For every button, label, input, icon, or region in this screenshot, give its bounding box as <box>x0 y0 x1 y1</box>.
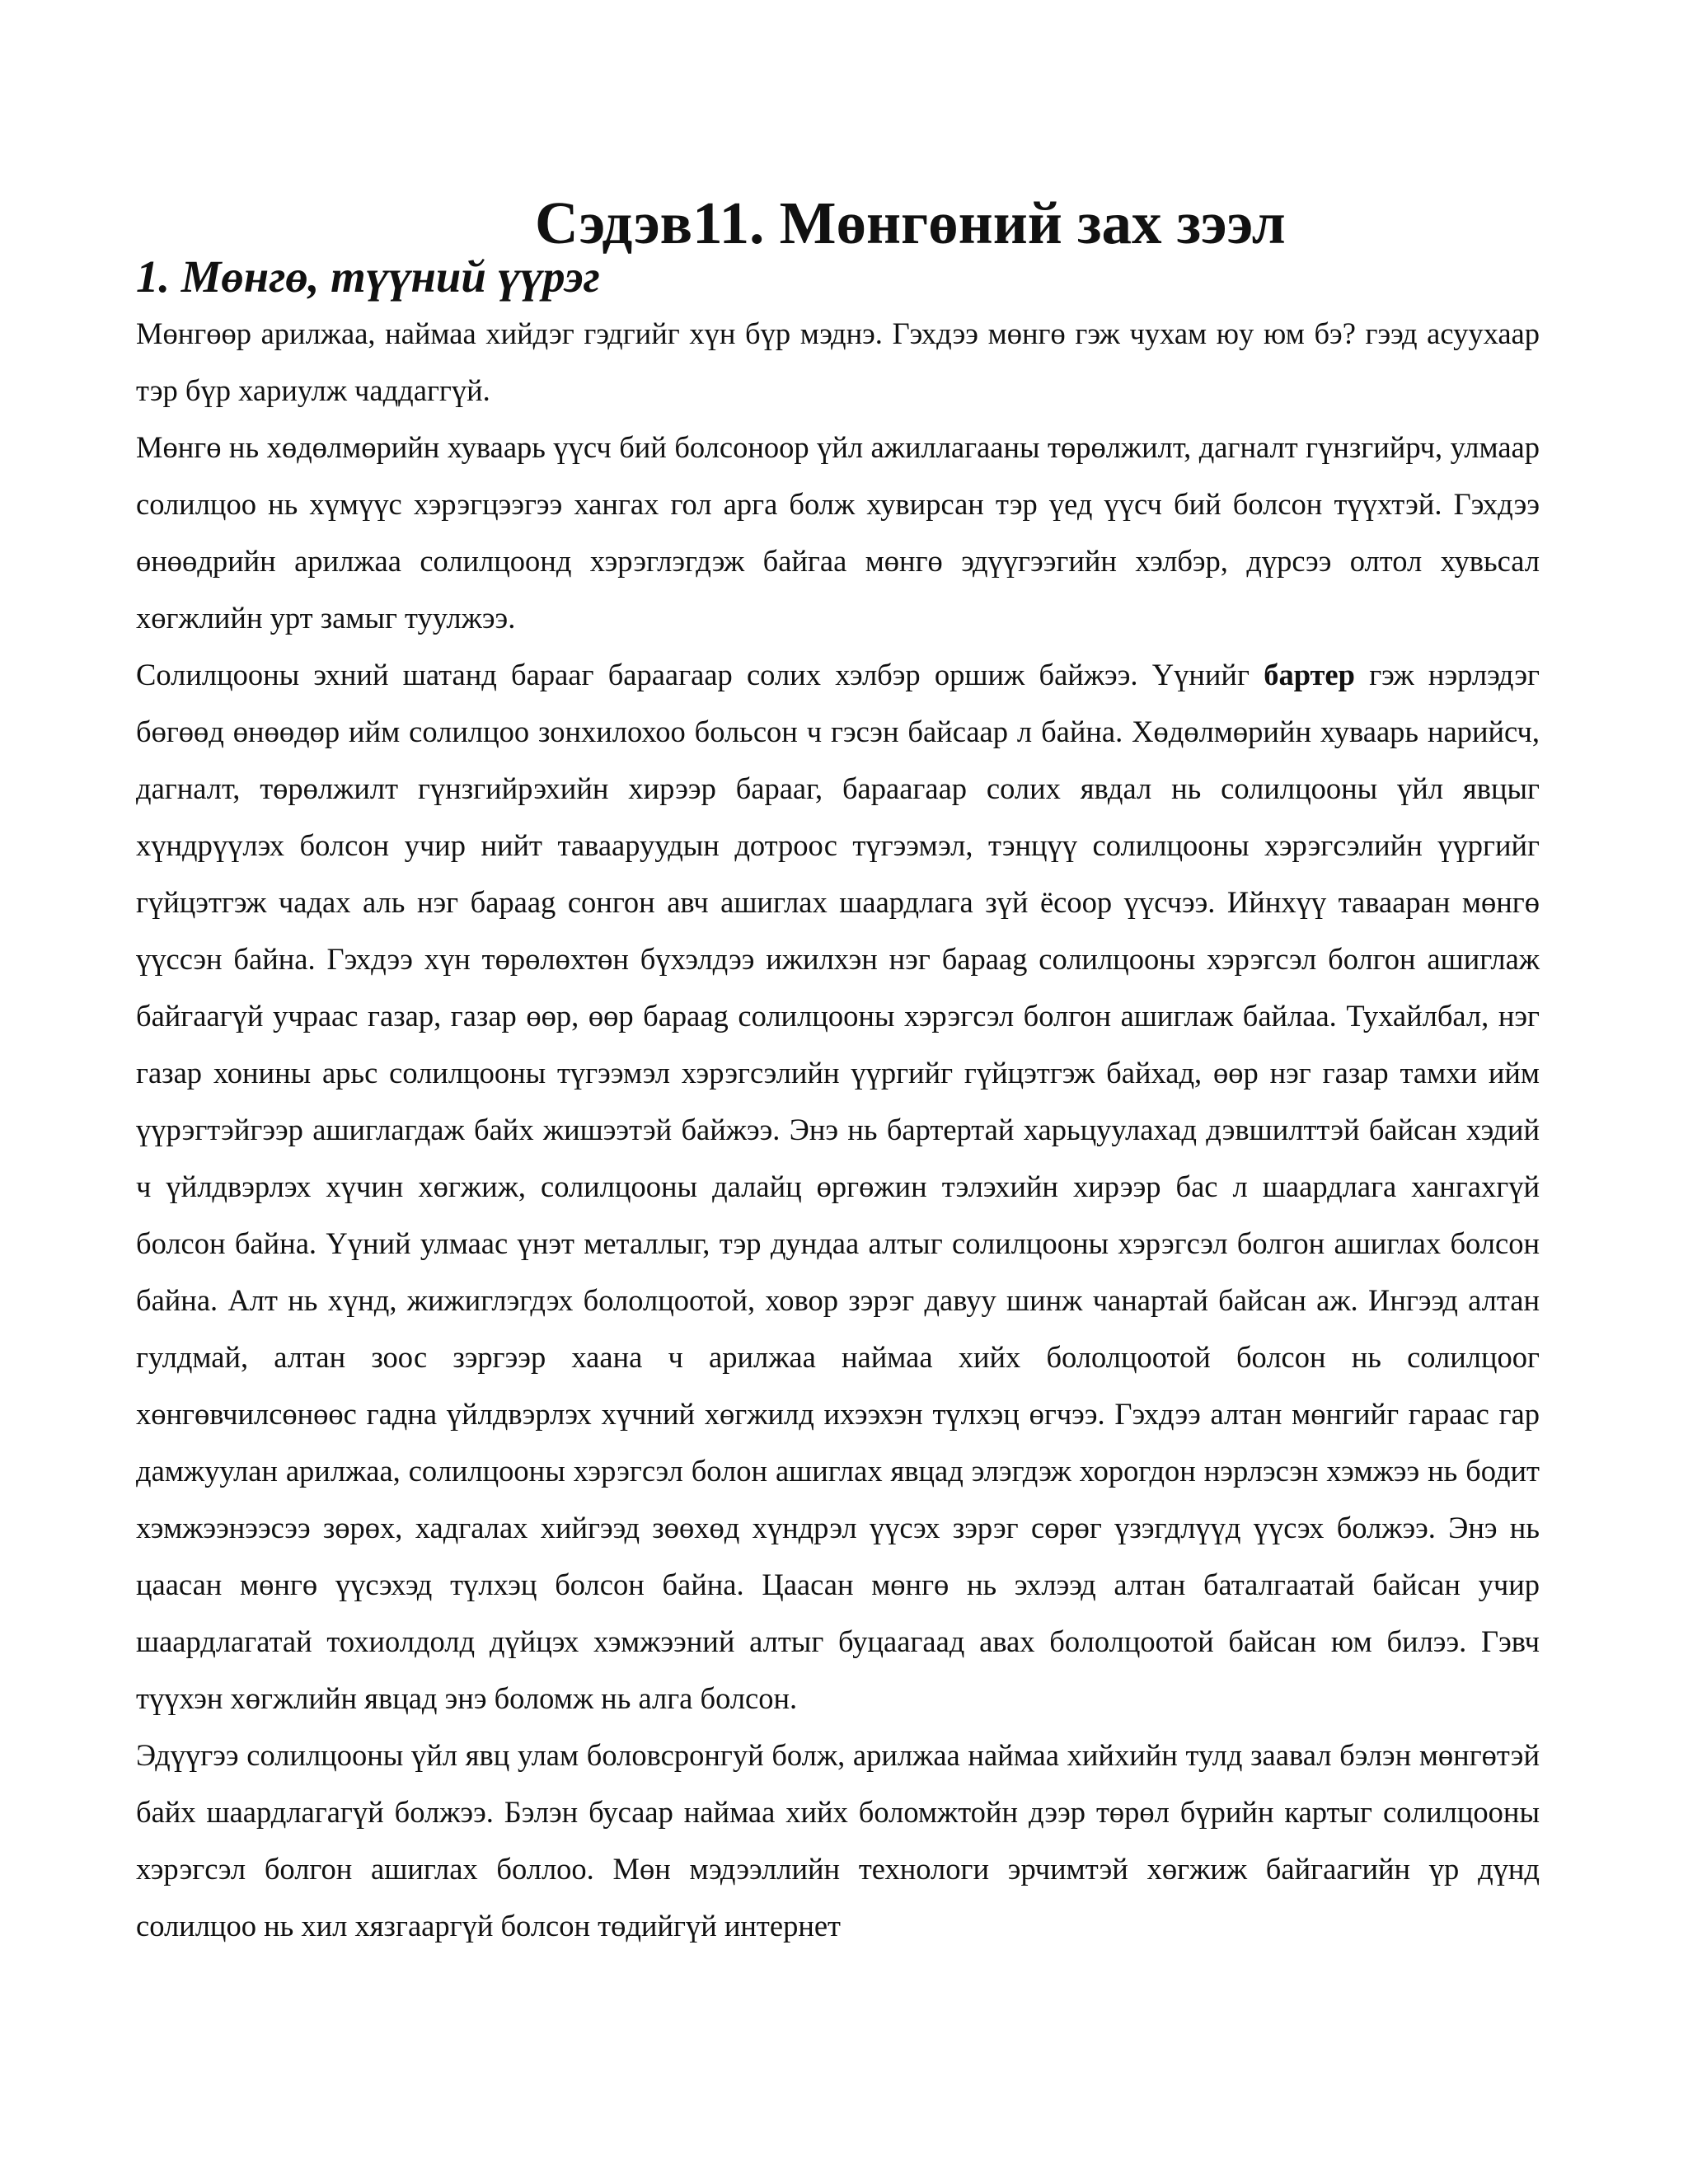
section-heading: 1. Мөнгө, түүний үүрэг <box>136 251 600 302</box>
paragraph-modern: Эдүүгээ солилцооны үйл явц улам боловсронгуй болж, арилжаа наймаа хийхийн тулд заавал бэлэн мөнгөтэй байх шаардлагагүй болжээ. Бэлэн бусаар наймаа хийх боломжтойн дээр төрөл бүрийн картыг солилцооны хэрэгсэл болгон ашиглах боллоо. Мөн мэдээллийн технологи эрчимтэй хөгжиж байгаагийн үр дүнд солилцоо нь хил хязгааргүй болсон төдийгүй интернет <box>136 1738 1540 1943</box>
paragraph-origin: Мөнгө нь хөдөлмөрийн хуваарь үүсч бий болсоноор үйл ажиллагааны төрөлжилт, дагналт гүнзгийрч, улмаар солилцоо нь хүмүүс хэрэгцээгээ хангах гол арга болж хувирсан тэр үед үүсч бий болсон түүхтэй. Гэхдээ өнөөдрийн арилжаа солилцоонд хэрэглэгдэж байгаа мөнгө эдүүгээгийн хэлбэр, дүрсээ олтол хувьсал хөгжлийн урт замыг туулжээ. <box>136 430 1540 635</box>
paragraph-intro: Мөнгөөр арилжаа, наймаа хийдэг гэдгийг хүн бүр мэднэ. Гэхдээ мөнгө гэж чухам юу юм бэ? гээд асуухаар тэр бүр хариулж чаддаггүй. <box>136 316 1540 407</box>
barter-term: бартер <box>1264 658 1355 691</box>
paragraph-barter-before: Солилцооны эхний шатанд барааг бараагаар солих хэлбэр оршиж байжээ. Үүнийг <box>136 658 1250 691</box>
paragraph-barter-after: гэж нэрлэдэг бөгөөд өнөөдөр ийм солилцоо зонхилохоо больсон ч гэсэн байсаар л байна. Хөдөлмөрийн хуваарь нарийсч, дагналт, төрөлжилт гүнзгийрэхийн хирээр барааг, бараагаар солих явдал нь солилцооны үйл явцыг хүндрүүлэх болсон учир нийт тавааруудын дотроос түгээмэл, тэнцүү солилцооны хэрэгсэлийн үүргийг гүйцэтгэж чадах аль нэг бараag сонгон авч ашиглах шаардлага зүй ёсоор үүсчээ. Ийнхүү таваарaн мөнгө үүссэн байна. Гэхдээ хүн төрөлөхтөн бүхэлдээ ижилхэн нэг бараag солилцооны хэрэгсэл болгон ашиглаж байгаагүй учраас газар, газар өөр, өөр бараag солилцооны хэрэгсэл болгон ашиглаж байлаа. Тухайлбал, нэг газар хонины арьс солилцооны түгээмэл хэрэгсэлийн үүргийг гүйцэтгэж байхад, өөр нэг газар тамхи ийм үүрэгтэйгээр ашиглагдаж байх жишээтэй байжээ. Энэ нь бартертай харьцуулахад дэвшилттэй байсан хэдий ч үйлдвэрлэх хүчин хөгжиж, солилцооны далайц өргөжин тэлэхийн хирээр бас л шаардлага хангахгүй болсон байна. Үүний улмаас үнэт металлыг, тэр дундаа алтыг солилцооны хэрэгсэл болгон ашиглах болсон байна. Алт нь хүнд, жижиглэгдэх бололцоотой, ховор зэрэг давуу шинж чанартай байсан аж. Ингээд алтан гулдмай, алтан зоос зэргээр хаана ч арилжаа наймаа хийх бололцоотой болсон нь солилцоог хөнгөвчилсөнөөс гадна үйлдвэрлэх хүчний хөгжилд ихээхэн түлхэц өгчээ. Гэхдээ алтан мөнгийг гараас гар дамжуулан арилжаа, солилцооны хэрэгсэл болон ашиглах явцад элэгдэж хорогдон нэрлэсэн хэмжээ нь бодит хэмжээнээсээ зөрөх, хадгалах хийгээд зөөхөд хүндрэл үүсэх зэрэг сөрөг үзэгдлүүд үүсэх болжээ. Энэ нь цаасан мөнгө үүсэхэд түлхэц болсон байна. Цаасан мөнгө нь эхлээд алтан баталгаатай байсан учир шаардлагатай тохиолдолд дүйцэх хэмжээний алтыг буцаагаад авах бололцоотой байсан юм билээ. Гэвч түүхэн хөгжлийн явцад энэ боломж нь алга болсон. <box>136 658 1540 1715</box>
document-page <box>136 190 1540 1954</box>
paragraph-barter <box>136 646 1540 1727</box>
document-title: Сэдэв11. Мөнгөний зах зээл <box>535 190 1286 256</box>
